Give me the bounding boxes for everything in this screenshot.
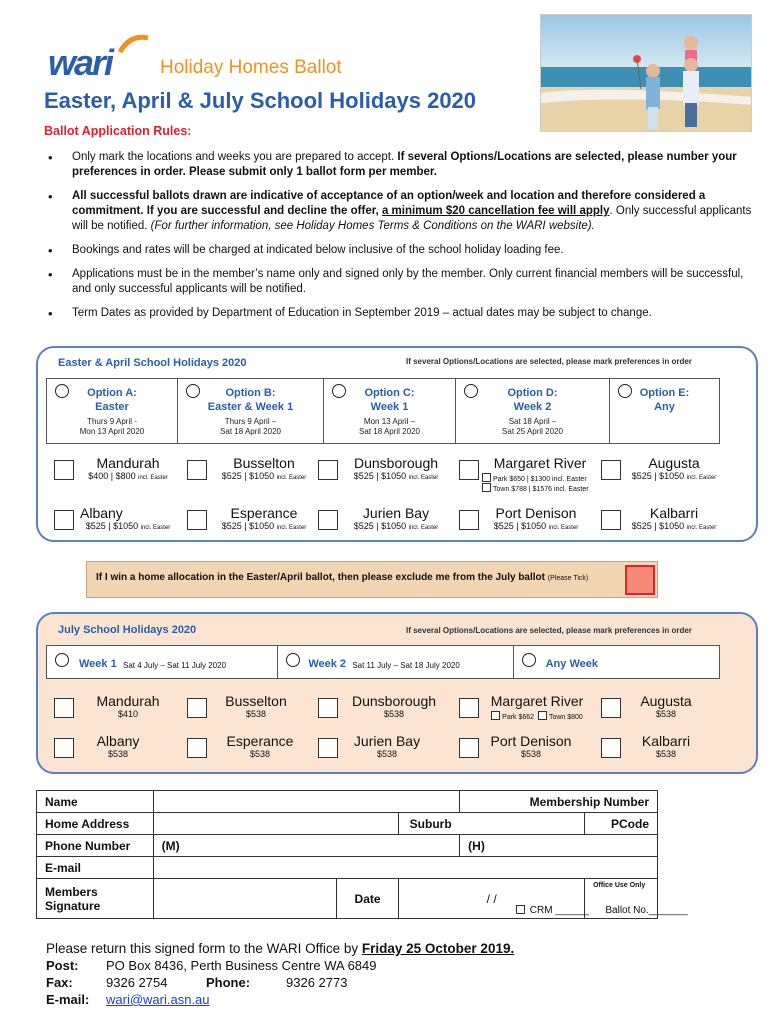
july-busselton: Busselton $538 xyxy=(225,693,287,719)
option-e-radio[interactable] xyxy=(618,384,632,398)
easter-esperance-checkbox[interactable] xyxy=(187,510,207,530)
any-week-radio[interactable] xyxy=(522,653,536,667)
easter-augusta-checkbox[interactable] xyxy=(601,460,621,480)
office-use: Office Use Only xyxy=(585,879,658,919)
easter-albany-checkbox[interactable] xyxy=(54,510,74,530)
date-label: Date xyxy=(336,879,398,919)
option-d-radio[interactable] xyxy=(464,384,478,398)
rule-item: • Term Dates as provided by Department of Education in September 2019 – actual dates may be subject to change. xyxy=(46,306,758,321)
july-esperance-checkbox[interactable] xyxy=(187,738,207,758)
july-dunsborough: Dunsborough $538 xyxy=(351,693,437,719)
signature-label: Members Signature xyxy=(37,879,154,919)
home-phone-field[interactable]: (H) xyxy=(460,835,658,857)
name-field[interactable] xyxy=(153,791,460,813)
july-esperance: Esperance $538 xyxy=(226,733,294,759)
membership-label: Membership Number xyxy=(460,791,658,813)
july-albany: Albany $538 xyxy=(96,733,140,759)
easter-jurien-bay-checkbox[interactable] xyxy=(318,510,338,530)
week-1-option[interactable]: Week 1 Sat 4 July – Sat 11 July 2020 xyxy=(47,646,278,678)
easter-note: If several Options/Locations are selected, please mark preferences in order xyxy=(406,357,692,366)
option-c-radio[interactable] xyxy=(332,384,346,398)
easter-albany: Albany $525 | $1050 incl. Easter xyxy=(80,505,171,531)
office-fields: CRM ______ Ballot No._______ xyxy=(516,905,688,916)
wari-logo: wari xyxy=(48,42,113,83)
july-weeks xyxy=(46,645,720,679)
rule-item: • Bookings and rates will be charged at indicated below inclusive of the school holiday loading fee. xyxy=(46,243,758,258)
address-field[interactable] xyxy=(153,813,399,835)
exclude-text: If I win a home allocation in the Easter/April ballot, then please exclude me from the July ballot (Please Tick) xyxy=(96,572,589,583)
member-details-form xyxy=(36,790,658,919)
park-checkbox[interactable] xyxy=(482,473,491,482)
name-label: Name xyxy=(37,791,154,813)
logo-sun-icon xyxy=(118,34,150,54)
option-b-radio[interactable] xyxy=(186,384,200,398)
july-busselton-checkbox[interactable] xyxy=(187,698,207,718)
address-label: Home Address xyxy=(37,813,154,835)
mobile-field[interactable]: (M) xyxy=(153,835,460,857)
rules-heading: Ballot Application Rules: xyxy=(44,124,192,138)
easter-kalbarri-checkbox[interactable] xyxy=(601,510,621,530)
july-margaret-river-checkbox[interactable] xyxy=(459,698,479,718)
option-d[interactable]: Option D: Week 2 Sat 18 April – Sat 25 April 2020 xyxy=(456,379,610,443)
date-field[interactable]: / / xyxy=(399,879,585,919)
beach-family-photo xyxy=(540,14,752,132)
easter-margaret-river-checkbox[interactable] xyxy=(459,460,479,480)
easter-margaret-river: Margaret River Park $650 | $1300 incl. Easter Town $788 | $1576 incl. Easter xyxy=(482,455,598,493)
easter-esperance: Esperance $525 | $1050 incl. Easter xyxy=(221,505,307,531)
easter-port-denison-checkbox[interactable] xyxy=(459,510,479,530)
easter-jurien-bay: Jurien Bay $525 | $1050 incl. Easter xyxy=(353,505,439,531)
email-label: E-mail xyxy=(37,857,154,879)
option-a-radio[interactable] xyxy=(55,384,69,398)
exclude-july-checkbox[interactable] xyxy=(625,565,655,595)
july-kalbarri-checkbox[interactable] xyxy=(601,738,621,758)
rules-list xyxy=(46,150,758,330)
july-albany-checkbox[interactable] xyxy=(54,738,74,758)
july-margaret-river: Margaret River Park $662 Town $800 xyxy=(490,693,584,721)
suburb-field[interactable] xyxy=(460,813,585,835)
town-checkbox[interactable] xyxy=(482,483,491,492)
pcode-label: PCode xyxy=(585,813,658,835)
rule-item: • All successful ballots drawn are indicative of acceptance of an option/week and location and therefore considered a commitment. If you are successful and decline the offer, a minimum $20 cancellation fee will apply. Only successful applicants will be notified. (For further information, see Holiday Homes Terms & Conditions on the WARI website). xyxy=(46,189,758,234)
option-e[interactable]: Option E: Any xyxy=(610,379,719,443)
email-link[interactable]: wari@wari.asn.au xyxy=(106,992,210,1007)
rule-item: • Applications must be in the member’s name only and signed only by the member. Only current financial members will be successful, and only successful applicants will be notified. xyxy=(46,267,758,297)
july-mandurah-checkbox[interactable] xyxy=(54,698,74,718)
footer: Please return this signed form to the WARI Office by Friday 25 October 2019. Post: PO Box 8436, Perth Business Centre WA 6849 Fax: 9326 2754 Phone: 9326 2773 E-mail: wari@wari.asn.au xyxy=(46,941,515,1007)
july-note: If several Options/Locations are selected, please mark preferences in order xyxy=(406,626,692,635)
july-town-checkbox[interactable] xyxy=(538,711,547,720)
july-augusta-checkbox[interactable] xyxy=(601,698,621,718)
rule-item: • Only mark the locations and weeks you are prepared to accept. If several Options/Locations are selected, please number your preferences in order. Please submit only 1 ballot form per member. xyxy=(46,150,758,180)
easter-mandurah: Mandurah $400 | $800 incl. Easter xyxy=(88,455,168,481)
crm-checkbox[interactable] xyxy=(516,905,525,914)
subtitle: Holiday Homes Ballot xyxy=(160,57,342,78)
week-2-option[interactable]: Week 2 Sat 11 July – Sat 18 July 2020 xyxy=(278,646,513,678)
july-heading: July School Holidays 2020 xyxy=(58,624,197,636)
easter-mandurah-checkbox[interactable] xyxy=(54,460,74,480)
signature-field[interactable] xyxy=(153,879,336,919)
easter-kalbarri: Kalbarri $525 | $1050 incl. Easter xyxy=(631,505,717,531)
easter-augusta: Augusta $525 | $1050 incl. Easter xyxy=(631,455,717,481)
july-dunsborough-checkbox[interactable] xyxy=(318,698,338,718)
july-kalbarri: Kalbarri $538 xyxy=(641,733,691,759)
july-park-checkbox[interactable] xyxy=(491,711,500,720)
page-title: Easter, April & July School Holidays 2020 xyxy=(44,88,477,113)
easter-port-denison: Port Denison $525 | $1050 incl. Easter xyxy=(493,505,579,531)
easter-heading: Easter & April School Holidays 2020 xyxy=(58,357,247,369)
suburb-label: Suburb xyxy=(399,813,460,835)
any-week-option[interactable]: Any Week xyxy=(514,646,719,678)
july-augusta: Augusta $538 xyxy=(640,693,692,719)
easter-options xyxy=(46,378,720,444)
july-port-denison-checkbox[interactable] xyxy=(459,738,479,758)
option-b[interactable]: Option B: Easter & Week 1 Thurs 9 April – Sat 18 April 2020 xyxy=(178,379,324,443)
easter-busselton-checkbox[interactable] xyxy=(187,460,207,480)
easter-busselton: Busselton $525 | $1050 incl. Easter xyxy=(221,455,307,481)
easter-dunsborough: Dunsborough $525 | $1050 incl. Easter xyxy=(353,455,439,481)
email-field[interactable] xyxy=(153,857,657,879)
july-jurien-bay-checkbox[interactable] xyxy=(318,738,338,758)
week-2-radio[interactable] xyxy=(286,653,300,667)
week-1-radio[interactable] xyxy=(55,653,69,667)
option-c[interactable]: Option C: Week 1 Mon 13 April – Sat 18 April 2020 xyxy=(324,379,456,443)
july-mandurah: Mandurah $410 xyxy=(96,693,160,719)
phone-label: Phone Number xyxy=(37,835,154,857)
july-port-denison: Port Denison $538 xyxy=(490,733,572,759)
option-a[interactable]: Option A: Easter Thurs 9 April - Mon 13 April 2020 xyxy=(47,379,178,443)
easter-dunsborough-checkbox[interactable] xyxy=(318,460,338,480)
july-jurien-bay: Jurien Bay $538 xyxy=(353,733,421,759)
deadline: Friday 25 October 2019. xyxy=(361,941,515,956)
